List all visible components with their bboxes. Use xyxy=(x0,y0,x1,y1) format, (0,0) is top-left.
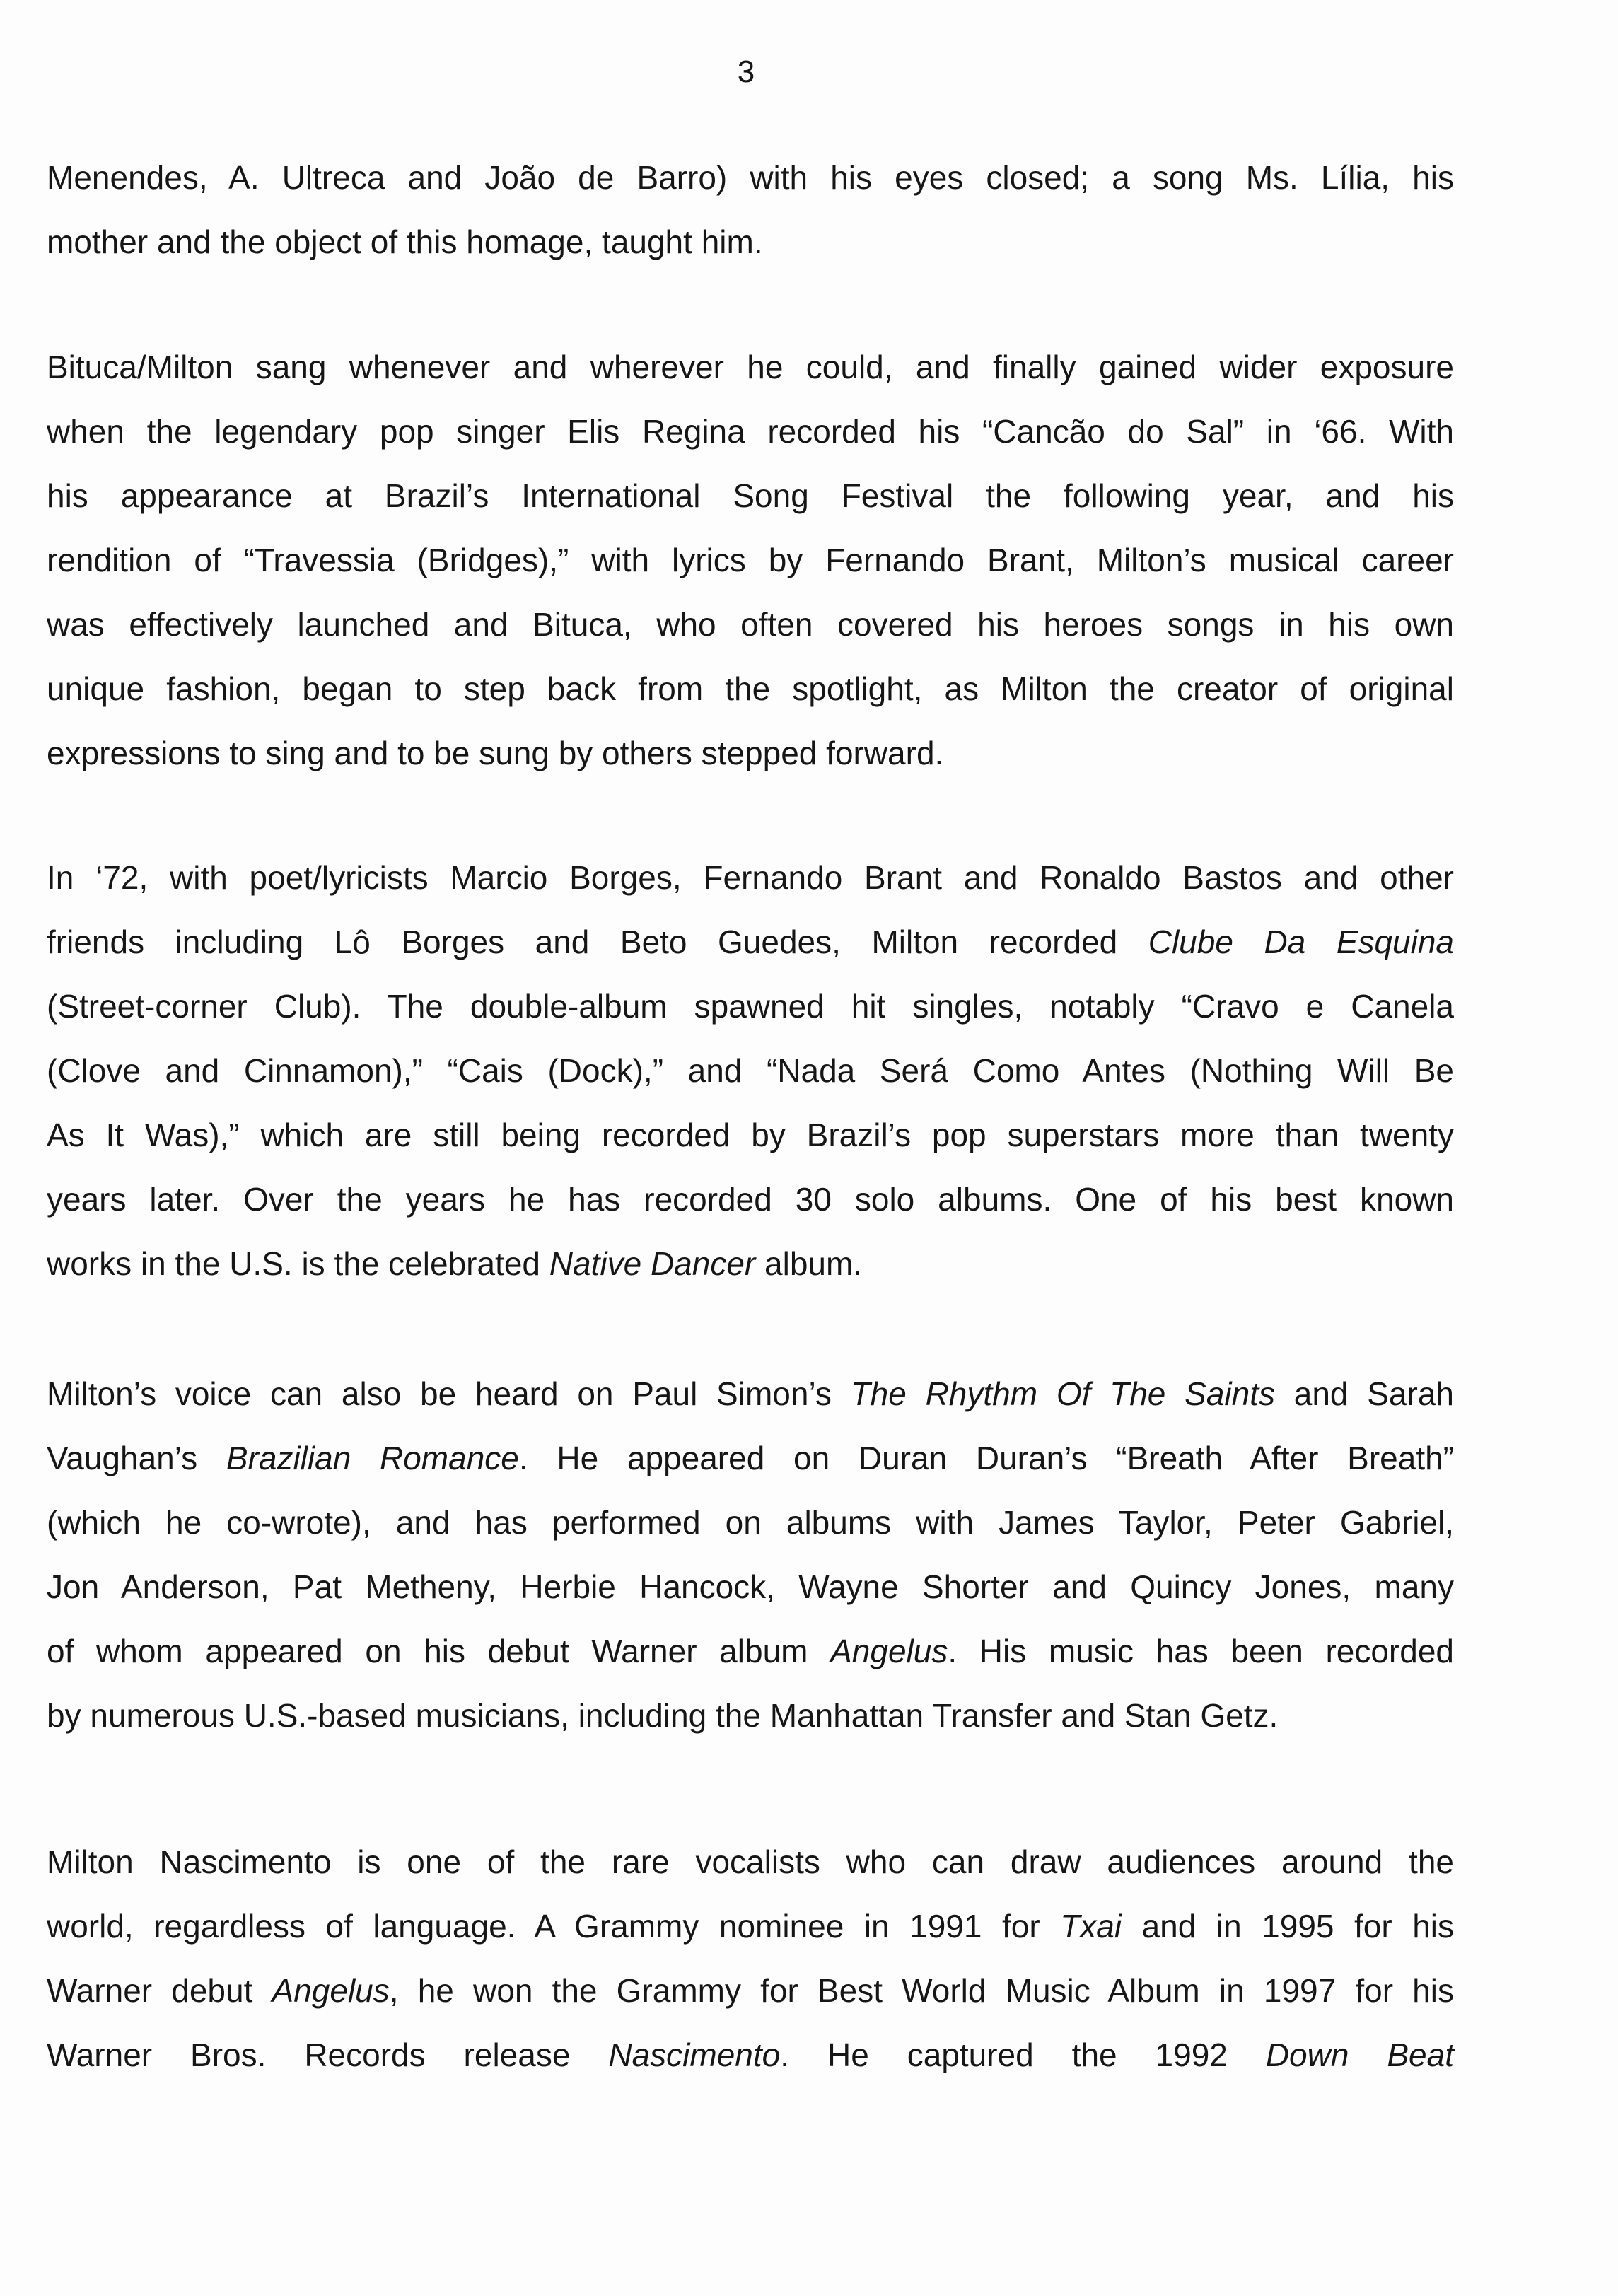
text-line xyxy=(47,464,1454,528)
italic-title: Txai xyxy=(1060,1908,1122,1945)
text-line xyxy=(47,1894,1454,1959)
text-segment: and in 1995 for his xyxy=(1122,1908,1454,1945)
text-line xyxy=(47,210,1454,274)
text-line xyxy=(47,1684,1454,1748)
text-segment: . His music has been recorded xyxy=(948,1633,1454,1669)
text-line xyxy=(47,1039,1454,1103)
text-segment: unique fashion, began to step back from the spotlight, as Milton the creator of original xyxy=(47,670,1454,707)
text-line xyxy=(47,721,1454,786)
text-segment: . He appeared on Duran Duran’s “Breath After Breath” xyxy=(518,1440,1455,1476)
text-segment: years later. Over the years he has recorded 30 solo albums. One of his best known xyxy=(47,1181,1454,1218)
text-line xyxy=(47,1555,1454,1619)
italic-title: The Rhythm Of The Saints xyxy=(850,1375,1275,1412)
italic-title: Angelus xyxy=(272,1972,390,2009)
paragraph-2 xyxy=(47,335,1454,786)
text-line xyxy=(47,593,1454,657)
text-segment: Bituca/Milton sang whenever and wherever he could, and finally gained wider exposure xyxy=(47,349,1454,385)
text-segment: Jon Anderson, Pat Metheny, Herbie Hancock, Wayne Shorter and Quincy Jones, many xyxy=(47,1568,1454,1605)
italic-title: Angelus xyxy=(830,1633,948,1669)
paragraph-3 xyxy=(47,846,1454,1296)
text-segment: of whom appeared on his debut Warner album xyxy=(47,1633,831,1669)
text-segment: In ‘72, with poet/lyricists Marcio Borges, Fernando Brant and Ronaldo Bastos and other xyxy=(47,859,1454,896)
text-segment: Warner Bros. Records release xyxy=(47,2036,609,2073)
page-number: 3 xyxy=(737,54,755,89)
text-segment: album. xyxy=(755,1245,863,1282)
text-line xyxy=(47,400,1454,464)
text-line xyxy=(47,335,1454,400)
italic-title: Nascimento xyxy=(608,2036,781,2073)
text-segment: Warner debut xyxy=(47,1972,272,2009)
text-segment: mother and the object of this homage, taught him. xyxy=(47,223,763,260)
text-segment: Menendes, A. Ultreca and João de Barro) with his eyes closed; a song Ms. Lília, his xyxy=(47,159,1454,196)
text-line xyxy=(47,1426,1454,1491)
text-segment: Vaughan’s xyxy=(47,1440,226,1476)
text-line xyxy=(47,1959,1454,2023)
text-line xyxy=(47,1103,1454,1167)
italic-title: Native Dancer xyxy=(549,1245,756,1282)
text-segment: his appearance at Brazil’s International Song Festival the following year, and his xyxy=(47,477,1454,514)
text-segment: friends including Lô Borges and Beto Guedes, Milton recorded xyxy=(47,923,1148,960)
text-line xyxy=(47,657,1454,721)
text-segment: Milton’s voice can also be heard on Paul Simon’s xyxy=(47,1375,851,1412)
text-line xyxy=(47,1167,1454,1232)
paragraph-4 xyxy=(47,1362,1454,1748)
italic-title: Clube Da Esquina xyxy=(1148,923,1454,960)
text-segment: (which he co-wrote), and has performed on albums with James Taylor, Peter Gabriel, xyxy=(47,1504,1454,1541)
text-line xyxy=(47,1491,1454,1555)
text-segment: works in the U.S. is the celebrated xyxy=(47,1245,549,1282)
text-segment: (Street-corner Club). The double-album spawned hit singles, notably “Cravo e Canela xyxy=(47,988,1454,1025)
italic-title: Down Beat xyxy=(1265,2036,1454,2073)
text-segment: . He captured the 1992 xyxy=(780,2036,1266,2073)
paragraph-1 xyxy=(47,146,1454,274)
italic-title: Brazilian Romance xyxy=(226,1440,519,1476)
text-line xyxy=(47,1619,1454,1684)
text-line xyxy=(47,2023,1454,2087)
text-line xyxy=(47,910,1454,974)
text-line xyxy=(47,146,1454,210)
text-segment: world, regardless of language. A Grammy nominee in 1991 for xyxy=(47,1908,1061,1945)
text-line xyxy=(47,846,1454,910)
text-line xyxy=(47,528,1454,593)
text-line xyxy=(47,974,1454,1039)
text-segment: and Sarah xyxy=(1275,1375,1454,1412)
text-segment: rendition of “Travessia (Bridges),” with lyrics by Fernando Brant, Milton’s musical career xyxy=(47,542,1454,578)
text-segment: when the legendary pop singer Elis Regina recorded his “Cancão do Sal” in ‘66. With xyxy=(47,413,1454,450)
text-segment: , he won the Grammy for Best World Music Album in 1997 for his xyxy=(389,1972,1454,2009)
text-segment: (Clove and Cinnamon),” “Cais (Dock),” and “Nada Será Como Antes (Nothing Will Be xyxy=(47,1052,1454,1089)
text-line xyxy=(47,1830,1454,1894)
paragraph-5 xyxy=(47,1830,1454,2087)
text-segment: Milton Nascimento is one of the rare vocalists who can draw audiences around the xyxy=(47,1843,1454,1880)
text-segment: expressions to sing and to be sung by others stepped forward. xyxy=(47,735,944,771)
text-segment: was effectively launched and Bituca, who often covered his heroes songs in his own xyxy=(47,606,1454,643)
text-line xyxy=(47,1232,1454,1296)
text-segment: by numerous U.S.-based musicians, including the Manhattan Transfer and Stan Getz. xyxy=(47,1697,1279,1734)
text-segment: As It Was),” which are still being recorded by Brazil’s pop superstars more than twenty xyxy=(47,1117,1454,1153)
text-line xyxy=(47,1362,1454,1426)
